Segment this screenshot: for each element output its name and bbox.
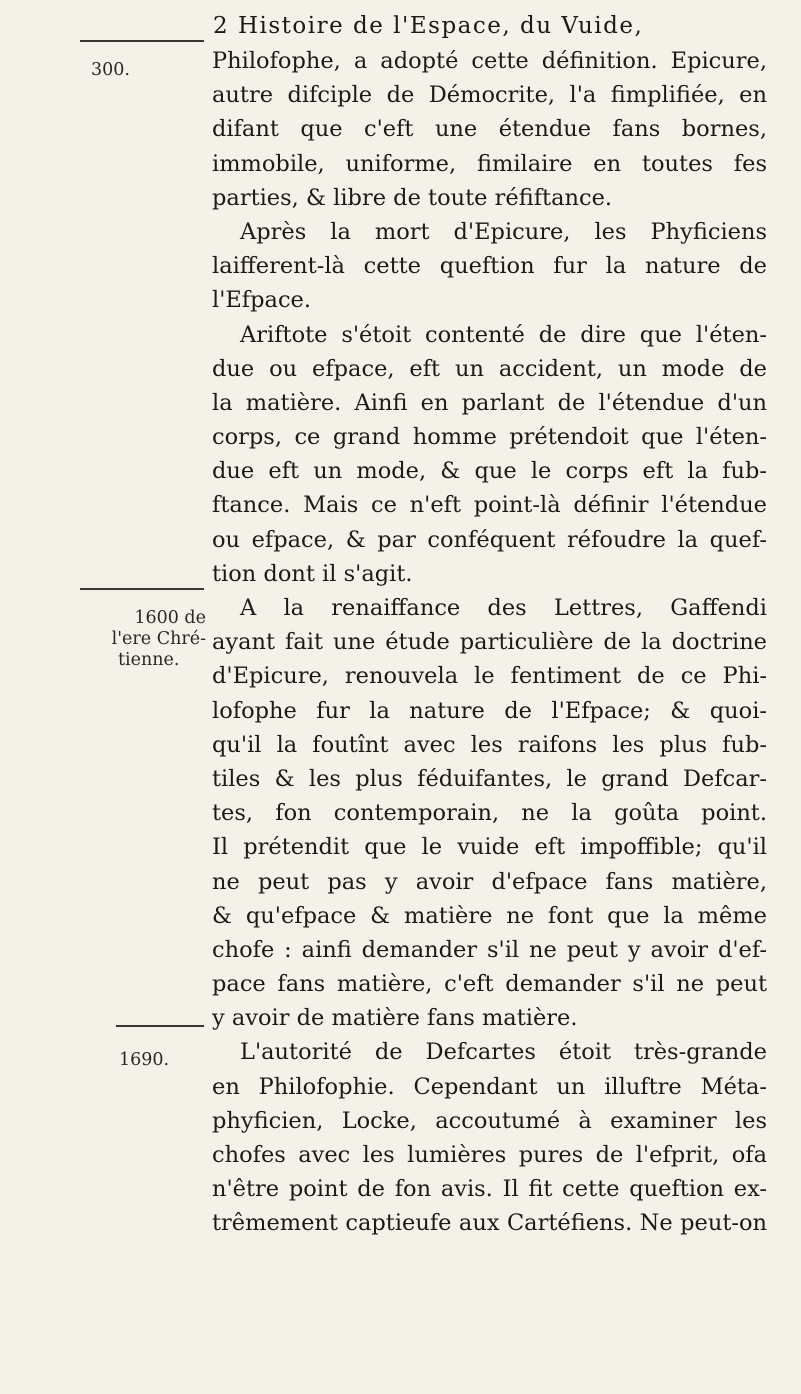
text-line: due ou efpace, eft un accident, un mode de xyxy=(212,355,767,382)
body-text xyxy=(212,44,767,1241)
text-line: L'autorité de Defcartes étoit très-grande xyxy=(240,1039,767,1066)
text-line: tiles & les plus féduifantes, le grand Defcar- xyxy=(212,765,767,792)
margin-note-line: 1600 de xyxy=(134,608,206,628)
text-line: y avoir de matière fans matière. xyxy=(212,1005,578,1032)
margin-note-year-300: 300. xyxy=(91,60,130,80)
text-line: chofe : ainfi demander s'il ne peut y avoir d'ef- xyxy=(212,936,767,963)
text-line: difant que c'eft une étendue fans bornes, xyxy=(212,116,767,143)
margin-note-year-1600 xyxy=(88,608,206,671)
text-line: ne peut pas y avoir d'efpace fans matière, xyxy=(212,868,767,895)
text-line: Il prétendit que le vuide eft impoffible; qu'il xyxy=(212,834,767,861)
text-line: Ariftote s'étoit contenté de dire que l'éten- xyxy=(240,321,767,348)
text-line: l'Efpace. xyxy=(212,287,312,314)
text-line: Après la mort d'Epicure, les Phyficiens xyxy=(240,218,767,245)
text-line: phyficien, Locke, accoutumé à examiner les xyxy=(212,1107,767,1134)
text-line: chofes avec les lumières pures de l'efprit, ofa xyxy=(212,1142,767,1168)
text-line: la matière. Ainfi en parlant de l'étendue d'un xyxy=(212,389,767,416)
running-header: 2 Histoire de l'Espace, du Vuide, xyxy=(213,13,644,39)
text-line: tion dont il s'agit. xyxy=(212,560,413,587)
text-line: immobile, uniforme, fimilaire en toutes fes xyxy=(212,150,767,177)
text-line: autre difciple de Démocrite, l'a fimplifiée, en xyxy=(212,82,767,109)
margin-rule-bottom xyxy=(116,1025,204,1027)
text-line: due eft un mode, & que le corps eft la fub- xyxy=(212,458,767,485)
margin-rule-top xyxy=(80,40,204,42)
text-line: trêmement captieufe aux Cartéfiens. Ne peut-on xyxy=(212,1210,767,1237)
text-line: A la renaiffance des Lettres, Gaffendi xyxy=(240,595,767,621)
text-line: Philofophe, a adopté cette définition. Epicure, xyxy=(212,48,767,74)
margin-note-year-1690: 1690. xyxy=(119,1050,170,1070)
margin-note-line: tienne. xyxy=(118,650,180,670)
text-line: corps, ce grand homme prétendoit que l'éten- xyxy=(212,424,767,451)
text-line: laifferent-là cette queftion fur la nature de xyxy=(212,253,767,280)
text-line: tes, fon contemporain, ne la goûta point. xyxy=(212,800,767,827)
margin-rule-middle xyxy=(80,588,204,590)
text-line: ftance. Mais ce n'eft point-là définir l'étendue xyxy=(212,492,767,519)
text-line: & qu'efpace & matière ne font que la même xyxy=(212,902,767,929)
text-line: parties, & libre de toute réfiftance. xyxy=(212,184,613,211)
text-line: qu'il la foutînt avec les raifons les plus fub- xyxy=(212,731,767,758)
text-line: en Philofophie. Cependant un illuftre Méta- xyxy=(212,1073,767,1100)
text-line: n'être point de fon avis. Il fit cette queftion ex- xyxy=(212,1176,767,1203)
text-line: ou efpace, & par conféquent réfoudre la quef- xyxy=(212,526,767,553)
margin-note-line: l'ere Chré- xyxy=(111,629,206,649)
text-line: lofophe fur la nature de l'Efpace; & quoi- xyxy=(212,697,767,724)
text-line: pace fans matière, c'eft demander s'il ne peut xyxy=(212,971,767,998)
text-line: d'Epicure, renouvela le fentiment de ce Phi- xyxy=(212,663,767,690)
text-line: ayant fait une étude particulière de la doctrine xyxy=(212,629,767,656)
